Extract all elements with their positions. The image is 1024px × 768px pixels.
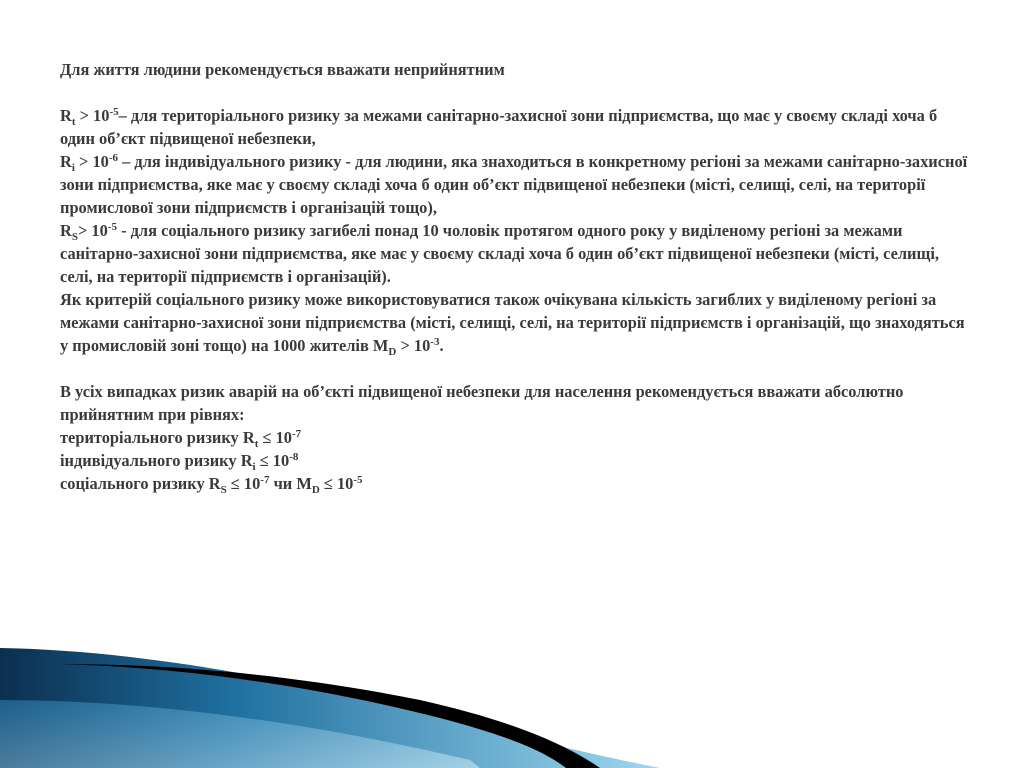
spacer bbox=[60, 81, 972, 104]
acceptable-intro: В усіх випадках ризик аварій на об’єкті підвищеної небезпеки для населення рекомендується вважати абсолютно прийнятним при рівнях: bbox=[60, 382, 904, 424]
rs-item: $R_S> 10^{-5}$ - для соціального ризику загибелі понад 10 чоловік протягом одного року у виділеному регіоні за межами санітарно-захисної зони підприємства, яке має у своєму складі хоча б один об’єкт підвищеної небезпеки (місті, селищі, селі, на території підприємств і організацій). bbox=[60, 221, 939, 286]
acceptable-ri: індивідуального ризику $R_i \le 10^{-8}$ bbox=[60, 451, 299, 473]
ri-item: $R_i > 10^{-6}$ – для індивідуального ризику - для людини, яка знаходиться в конкретному регіоні за межами санітарно-захисної зони підприємства, яке має у своєму складі хоча б один об’єкт підвищеної небезпеки (місті, селищі, селі, на території промислової зони підприємств і організацій тощо), bbox=[60, 152, 968, 217]
criterion-text: Як критерій соціального ризику може використовуватися також очікувана кількість загиблих у виділеному регіоні за межами санітарно-захисної зони підприємства (місті, селищі, селі, на території підприємств і організацій, що знаходяться у промисловій зоні тощо) на 1000 жителів $M_D > 10^{-3}$. bbox=[60, 290, 965, 358]
acceptable-rt: територіального ризику $R_t \le 10^{-7}$ bbox=[60, 428, 302, 450]
intro-text: Для життя людини рекомендується вважати неприйнятним bbox=[60, 60, 505, 79]
rt-item: $R_t > 10^{-5}-$ для територіального ризику за межами санітарно-захисної зони підприємства, що має у своєму складі хоча б один об’єкт підвищеної небезпеки, bbox=[60, 106, 938, 148]
spacer bbox=[60, 357, 972, 380]
slide-text bbox=[60, 58, 972, 495]
acceptable-rs: соціального ризику $R_S \le 10^{-7}$ чи $M_D \le 10^{-5}$ bbox=[60, 474, 363, 496]
